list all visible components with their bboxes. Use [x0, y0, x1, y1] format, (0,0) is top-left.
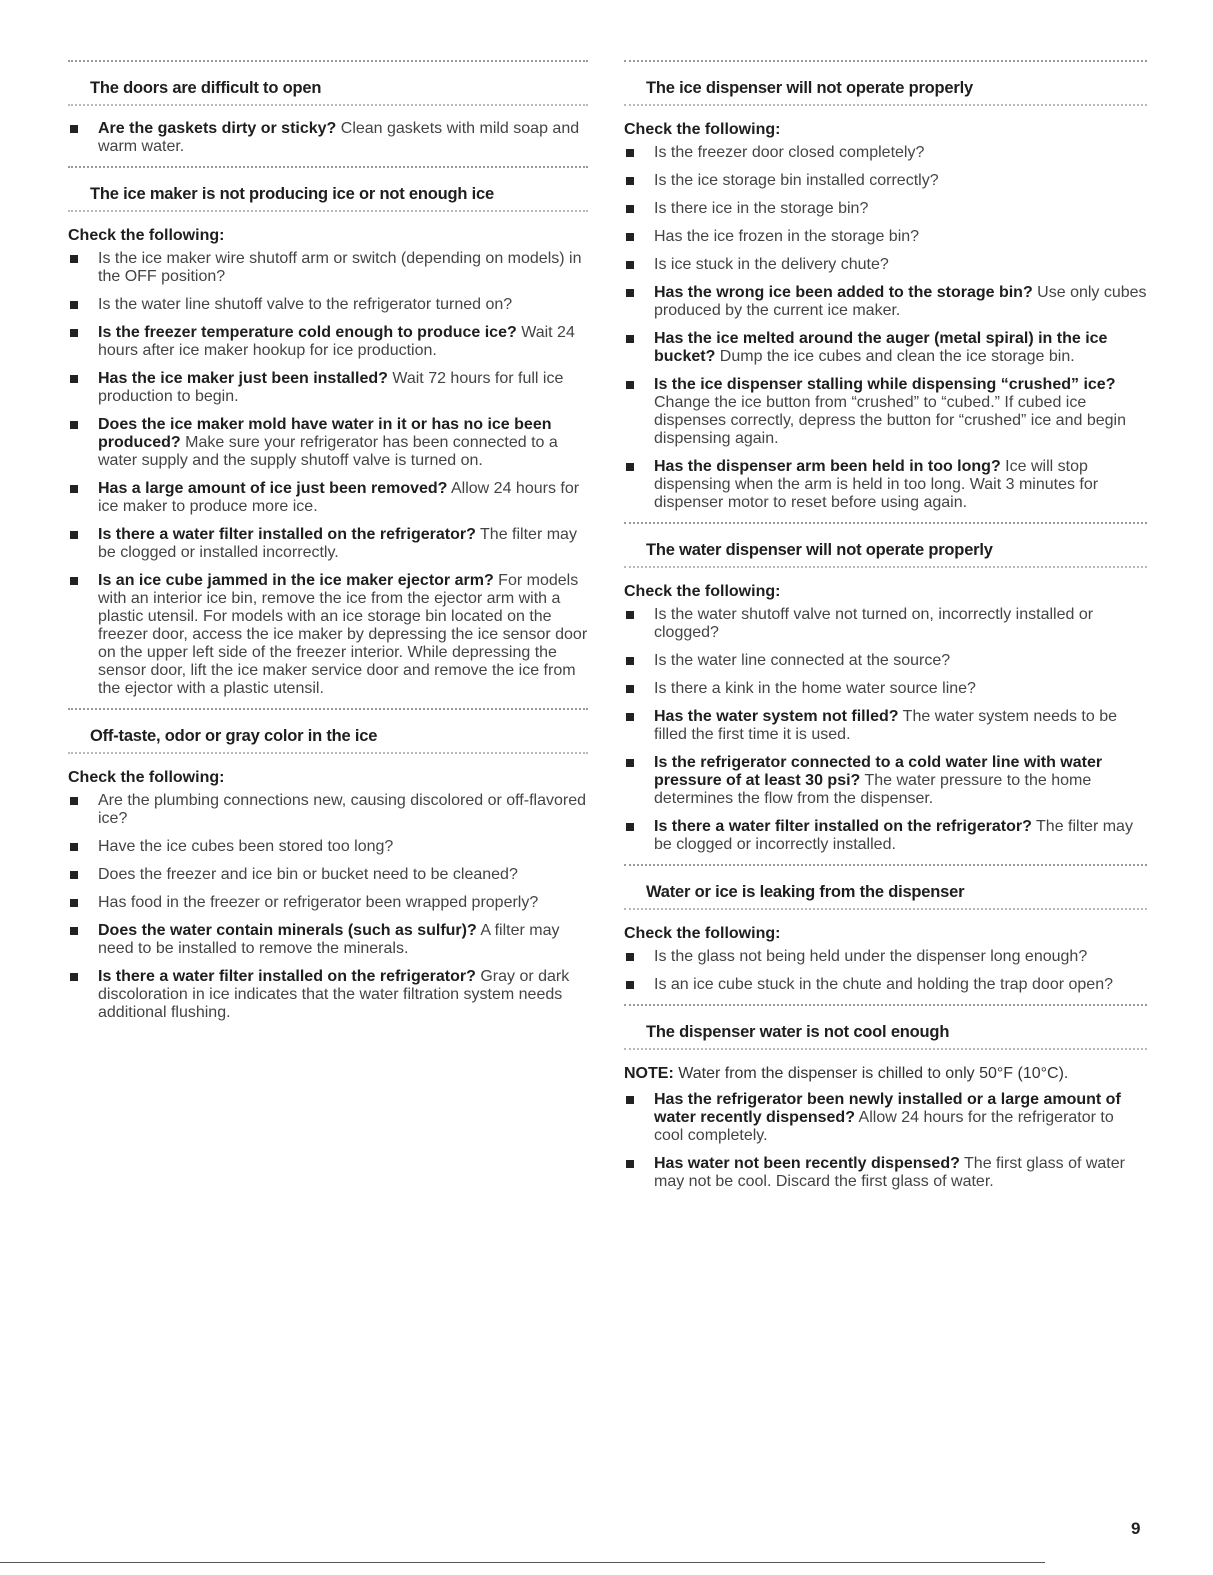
square-bullet-icon	[626, 381, 634, 389]
item-text: Is the water shutoff valve not turned on, incorrectly installed or clogged?	[654, 606, 1094, 641]
item-text: The filter may be clogged or incorrectly installed.	[654, 818, 1133, 853]
item-text: Ice will stop dispensing when the arm is held in too long. Wait 3 minutes for dispenser motor to reset before using again.	[654, 458, 1099, 511]
square-bullet-icon	[626, 149, 634, 157]
item-text: Wait 24 hours after ice maker hookup for ice production.	[98, 324, 575, 359]
note	[624, 1064, 1147, 1083]
section-title: The doors are difficult to open	[90, 79, 322, 97]
item-text: The filter may be clogged or installed incorrectly.	[98, 526, 577, 561]
bottom-rule	[0, 1562, 1045, 1563]
checklist-item	[68, 572, 588, 698]
square-bullet-icon	[626, 611, 634, 619]
square-bullet-icon	[626, 1096, 634, 1104]
square-bullet-icon	[626, 657, 634, 665]
troubleshooting-section	[68, 60, 588, 156]
item-question: Has the ice maker just been installed?	[98, 370, 388, 387]
square-bullet-icon	[626, 823, 634, 831]
checklist	[68, 120, 588, 156]
square-bullet-icon	[70, 375, 78, 383]
checklist-item	[68, 120, 588, 156]
item-question: Has the wrong ice been added to the storage bin?	[654, 284, 1033, 301]
section-title-underline	[624, 104, 1147, 108]
square-bullet-icon	[70, 531, 78, 539]
check-following-label: Check the following:	[68, 769, 225, 786]
square-bullet-icon	[626, 205, 634, 213]
item-text: Change the ice button from “crushed” to “cubed.” If cubed ice dispenses correctly, depress the button for “crushed” ice and begin dispensing again.	[654, 394, 1126, 447]
checklist-item	[624, 144, 1147, 162]
checklist	[624, 144, 1147, 512]
square-bullet-icon	[70, 421, 78, 429]
item-question: Has the dispenser arm been held in too long?	[654, 458, 1001, 475]
checklist-item	[68, 838, 588, 856]
troubleshooting-section	[68, 166, 588, 698]
section-title-underline	[624, 1048, 1147, 1052]
item-question: Has the water system not filled?	[654, 708, 899, 725]
checklist	[68, 250, 588, 698]
item-question: Has a large amount of ice just been removed?	[98, 480, 448, 497]
checklist-item	[624, 976, 1147, 994]
square-bullet-icon	[626, 1160, 634, 1168]
section-title-underline	[68, 104, 588, 108]
section-title: The ice dispenser will not operate properly	[646, 79, 973, 97]
square-bullet-icon	[626, 953, 634, 961]
section-title: The dispenser water is not cool enough	[646, 1023, 950, 1041]
note-text: Water from the dispenser is chilled to only 50°F (10°C).	[673, 1065, 1069, 1082]
checklist-item	[624, 256, 1147, 274]
square-bullet-icon	[70, 843, 78, 851]
checklist-item	[624, 818, 1147, 854]
checklist-item	[624, 172, 1147, 190]
square-bullet-icon	[70, 797, 78, 805]
left-column	[68, 60, 588, 1032]
check-following-label: Check the following:	[624, 121, 781, 138]
item-text: Are the plumbing connections new, causing discolored or off-flavored ice?	[98, 792, 586, 827]
troubleshooting-section	[624, 522, 1147, 854]
item-text: Gray or dark discoloration in ice indicates that the water filtration system needs additional flushing.	[98, 968, 570, 1021]
checklist-item	[624, 458, 1147, 512]
checklist	[624, 948, 1147, 994]
item-text: Is the water line connected at the source?	[654, 652, 951, 669]
square-bullet-icon	[70, 899, 78, 907]
checklist-item	[624, 376, 1147, 448]
square-bullet-icon	[626, 335, 634, 343]
item-text: Wait 72 hours for full ice production to begin.	[98, 370, 564, 405]
checklist-item	[68, 416, 588, 470]
item-question: Is the ice dispenser stalling while dispensing “crushed” ice?	[654, 376, 1116, 393]
item-text: Allow 24 hours for ice maker to produce more ice.	[98, 480, 580, 515]
square-bullet-icon	[626, 759, 634, 767]
checklist-item	[68, 480, 588, 516]
checklist-item	[624, 330, 1147, 366]
item-question: Has the ice melted around the auger (metal spiral) in the ice bucket?	[654, 330, 1108, 365]
item-text: The water pressure to the home determines the flow from the dispenser.	[654, 772, 1092, 807]
section-title: Off-taste, odor or gray color in the ice	[90, 727, 378, 745]
checklist-item	[68, 922, 588, 958]
square-bullet-icon	[70, 329, 78, 337]
item-text: Have the ice cubes been stored too long?	[98, 838, 394, 855]
checklist-item	[68, 526, 588, 562]
item-question: Is the refrigerator connected to a cold water line with water pressure of at least 30 psi?	[654, 754, 1103, 789]
section-title-underline	[624, 908, 1147, 912]
checklist-item	[624, 652, 1147, 670]
square-bullet-icon	[626, 685, 634, 693]
item-text: Allow 24 hours for the refrigerator to cool completely.	[654, 1109, 1114, 1144]
check-following-label: Check the following:	[624, 925, 781, 942]
item-question: Are the gaskets dirty or sticky?	[98, 120, 337, 137]
check-following-label: Check the following:	[624, 583, 781, 600]
item-question: Is there a water filter installed on the refrigerator?	[654, 818, 1032, 835]
item-text: Is there ice in the storage bin?	[654, 200, 869, 217]
square-bullet-icon	[70, 927, 78, 935]
item-text: The water system needs to be filled the first time it is used.	[654, 708, 1117, 743]
item-question: Has water not been recently dispensed?	[654, 1155, 960, 1172]
square-bullet-icon	[626, 233, 634, 241]
item-question: Is the freezer temperature cold enough to produce ice?	[98, 324, 517, 341]
section-title-underline	[68, 752, 588, 756]
item-text: Has the ice frozen in the storage bin?	[654, 228, 920, 245]
section-title: Water or ice is leaking from the dispenser	[646, 883, 965, 901]
checklist-item	[68, 866, 588, 884]
square-bullet-icon	[626, 261, 634, 269]
checklist-item	[68, 324, 588, 360]
checklist	[68, 792, 588, 1022]
square-bullet-icon	[626, 713, 634, 721]
item-text: Is the glass not being held under the dispenser long enough?	[654, 948, 1088, 965]
checklist-item	[68, 894, 588, 912]
checklist-item	[68, 792, 588, 828]
item-question: Is there a water filter installed on the refrigerator?	[98, 526, 476, 543]
item-question: Does the water contain minerals (such as sulfur)?	[98, 922, 477, 939]
item-text: A filter may need to be installed to remove the minerals.	[98, 922, 560, 957]
checklist-item	[624, 680, 1147, 698]
troubleshooting-section	[68, 708, 588, 1022]
checklist-item	[68, 968, 588, 1022]
square-bullet-icon	[626, 981, 634, 989]
page-number: 9	[1131, 1519, 1141, 1538]
item-question: Is there a water filter installed on the refrigerator?	[98, 968, 476, 985]
item-text: Is there a kink in the home water source line?	[654, 680, 976, 697]
square-bullet-icon	[626, 177, 634, 185]
item-text: Is an ice cube stuck in the chute and holding the trap door open?	[654, 976, 1113, 993]
square-bullet-icon	[70, 577, 78, 585]
item-text: Is the water line shutoff valve to the refrigerator turned on?	[98, 296, 513, 313]
checklist-item	[624, 754, 1147, 808]
checklist-item	[624, 200, 1147, 218]
item-text: Clean gaskets with mild soap and warm water.	[98, 120, 580, 155]
checklist-item	[68, 296, 588, 314]
checklist-item	[624, 606, 1147, 642]
square-bullet-icon	[70, 973, 78, 981]
item-question: Has the refrigerator been newly installed or a large amount of water recently dispensed?	[654, 1091, 1121, 1126]
item-text: Is the freezer door closed completely?	[654, 144, 925, 161]
checklist-item	[624, 284, 1147, 320]
square-bullet-icon	[70, 255, 78, 263]
checklist-item	[624, 228, 1147, 246]
square-bullet-icon	[70, 485, 78, 493]
item-text: Make sure your refrigerator has been connected to a water supply and the supply shutoff valve is turned on.	[98, 434, 558, 469]
check-following-label: Check the following:	[68, 227, 225, 244]
item-question: Is an ice cube jammed in the ice maker ejector arm?	[98, 572, 494, 589]
item-text: Has food in the freezer or refrigerator been wrapped properly?	[98, 894, 539, 911]
checklist-item	[624, 708, 1147, 744]
square-bullet-icon	[70, 301, 78, 309]
item-text: The first glass of water may not be cool. Discard the first glass of water.	[654, 1155, 1125, 1190]
item-text: Use only cubes produced by the current ice maker.	[654, 284, 1147, 319]
checklist	[624, 1091, 1147, 1191]
item-text: Does the freezer and ice bin or bucket need to be cleaned?	[98, 866, 518, 883]
section-title: The ice maker is not producing ice or not enough ice	[90, 185, 495, 203]
note-label: NOTE:	[624, 1065, 674, 1082]
troubleshooting-section	[624, 1004, 1147, 1191]
troubleshooting-section	[624, 60, 1147, 512]
troubleshooting-section	[624, 864, 1147, 994]
item-text: Is the ice maker wire shutoff arm or switch (depending on models) in the OFF position?	[98, 250, 582, 285]
checklist-item	[68, 370, 588, 406]
section-title-underline	[624, 566, 1147, 570]
section-title-underline	[68, 210, 588, 214]
item-text: Is ice stuck in the delivery chute?	[654, 256, 889, 273]
square-bullet-icon	[70, 871, 78, 879]
square-bullet-icon	[626, 289, 634, 297]
checklist-item	[624, 1155, 1147, 1191]
square-bullet-icon	[70, 125, 78, 133]
item-text: Dump the ice cubes and clean the ice storage bin.	[715, 348, 1075, 365]
item-question: Does the ice maker mold have water in it or has no ice been produced?	[98, 416, 552, 451]
checklist-item	[624, 948, 1147, 966]
checklist-item	[624, 1091, 1147, 1145]
section-title: The water dispenser will not operate properly	[646, 541, 993, 559]
item-text: For models with an interior ice bin, remove the ice from the ejector arm with a plastic utensil. For models with an ice storage bin located on the freezer door, access the ice maker by depressing the ice sensor door on the upper left side of the freezer interior. While depressing the sensor door, lift the ice maker service door and remove the ice from the ejector with a plastic utensil.	[98, 572, 588, 697]
checklist-item	[68, 250, 588, 286]
item-text: Is the ice storage bin installed correctly?	[654, 172, 939, 189]
square-bullet-icon	[626, 463, 634, 471]
checklist	[624, 606, 1147, 854]
right-column	[624, 60, 1147, 1201]
